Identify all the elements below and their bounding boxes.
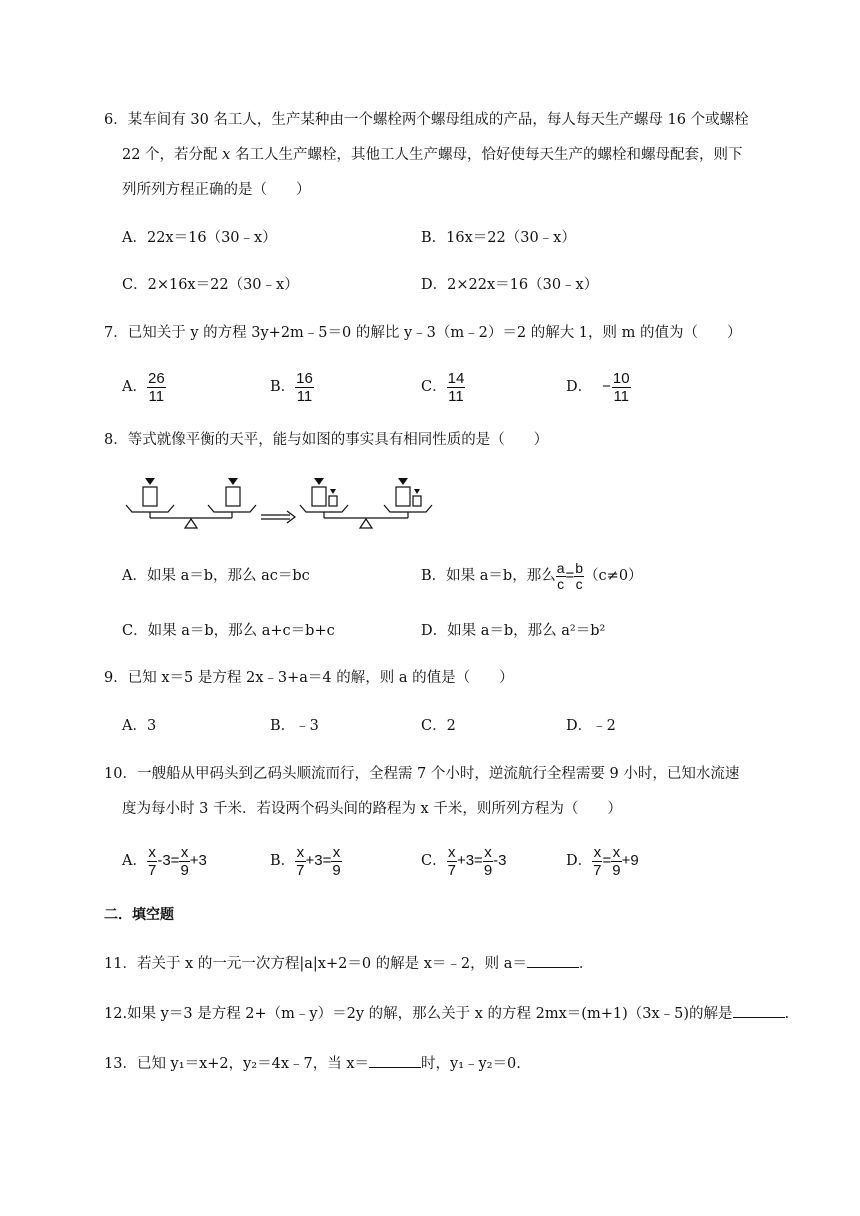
frac-num: x <box>296 843 305 861</box>
q10-line2: 度为每小时 3 千米．若设两个码头间的路程为 x 千米，则所列方程为（ ） <box>122 801 622 817</box>
option-label: B． <box>270 379 296 395</box>
q10-option-a[interactable] <box>122 842 207 880</box>
q6-option-c[interactable] <box>122 275 299 295</box>
option-label: A． <box>122 230 147 246</box>
operator: +3 <box>189 852 207 869</box>
q6-text-line1: 某车间有 30 名工人，生产某种由一个螺栓两个螺母组成的产品，每人每天生产螺母 16 个或螺栓 <box>127 112 749 128</box>
q6-line3: 列所列方程正确的是（ ） <box>122 182 311 198</box>
frac-x-over-7 <box>592 844 602 879</box>
q9-option-c[interactable] <box>421 716 456 736</box>
q8-option-d[interactable] <box>421 621 605 641</box>
q11-text-end: ． <box>578 956 594 972</box>
q12-answer-blank[interactable] <box>733 1003 785 1018</box>
q13-text-end: 时，y₁﹣y₂＝0. <box>421 1056 521 1072</box>
operator: -3= <box>157 852 180 869</box>
frac-den: 11 <box>448 387 464 405</box>
frac-den: c <box>557 575 565 592</box>
option-text: 2×22x＝16（30﹣x） <box>447 277 599 293</box>
implies-arrow <box>261 511 295 523</box>
frac-den: 7 <box>447 861 456 879</box>
fulcrum-1 <box>185 519 197 528</box>
q7-frac-c <box>447 370 466 405</box>
frac-den: c <box>575 575 583 592</box>
minus-sign: − <box>602 378 611 395</box>
frac-num: a <box>556 559 565 576</box>
fulcrum-2 <box>360 519 372 528</box>
option-label: A． <box>122 853 147 869</box>
frac-num: 10 <box>612 369 630 387</box>
frac-num: b <box>575 559 584 576</box>
frac-den: 11 <box>148 387 165 405</box>
q8-stem-line <box>104 430 548 450</box>
option-label: D． <box>421 277 448 293</box>
q8-stem: 等式就像平衡的天平，能与如图的事实具有相同性质的是（ ） <box>127 432 549 448</box>
q10-option-c[interactable] <box>421 842 507 880</box>
frac-den: 7 <box>593 861 602 879</box>
q9-option-b[interactable] <box>270 716 319 736</box>
q10-option-d[interactable] <box>566 842 639 880</box>
q10-number: 10． <box>104 766 137 782</box>
q7-option-d[interactable] <box>566 368 631 406</box>
q7-option-c[interactable] <box>421 368 465 406</box>
operator: -3 <box>493 852 507 869</box>
balance-scale-figure <box>124 472 454 532</box>
q6-option-a[interactable] <box>122 228 277 248</box>
q7-number: 7． <box>104 325 128 341</box>
option-label: B． <box>421 230 447 246</box>
q10-text-line1: 一艘船从甲码头到乙码头顺流而行，全程需 7 个小时，逆流航行全程需要 9 小时，已知水流速 <box>136 766 740 782</box>
option-label: D． <box>566 853 593 869</box>
q10-option-b[interactable] <box>270 842 342 880</box>
q8-option-b[interactable] <box>421 558 643 594</box>
option-text: 如果 a＝b，那么 ac＝bc <box>146 568 310 584</box>
equals-sign: = <box>565 567 575 584</box>
q13-answer-blank[interactable] <box>369 1053 421 1068</box>
q13-text: 已知 y₁＝x+2，y₂＝4x﹣7，当 x＝ <box>136 1056 370 1072</box>
q9-stem: 已知 x＝5 是方程 2x﹣3+a＝4 的解，则 a 的值是（ ） <box>127 670 514 686</box>
option-label: D． <box>421 623 448 639</box>
frac-x-over-9 <box>483 844 493 879</box>
frac-num: x <box>612 843 621 861</box>
q11-text: 若关于 x 的一元一次方程|a|x+2＝0 的解是 x＝﹣2，则 a＝ <box>136 956 527 972</box>
q10-line1 <box>104 764 739 784</box>
frac-num: 26 <box>147 369 165 387</box>
section-title-fill-in: 二．填空题 <box>104 907 174 923</box>
q12-number: 12. <box>104 1006 128 1022</box>
q8-option-c[interactable] <box>122 621 335 641</box>
q9-option-a[interactable] <box>122 716 156 736</box>
option-text: 2×16x＝22（30﹣x） <box>147 277 299 293</box>
option-text: 3 <box>146 718 157 734</box>
frac-den: 11 <box>296 387 313 405</box>
frac-x-over-9 <box>331 844 341 879</box>
q6-text-line2b: 名工人生产螺栓，其他工人生产螺母，恰好使每天生产的螺栓和螺母配套，则下 <box>230 147 743 163</box>
option-label: A． <box>122 568 147 584</box>
option-text: （c≠0） <box>584 568 643 584</box>
frac-den: 7 <box>296 861 305 879</box>
option-label: D． <box>566 718 593 734</box>
q7-option-a[interactable] <box>122 368 166 406</box>
q7-frac-b <box>295 370 314 405</box>
frac-x-over-7 <box>447 844 457 879</box>
q12-line <box>104 1003 789 1024</box>
option-label: C． <box>421 718 447 734</box>
weight-large <box>226 487 240 506</box>
q6-text-line2a: 22 个，若分配 <box>122 147 223 163</box>
q13-line <box>104 1053 521 1074</box>
frac-num: x <box>332 843 341 861</box>
frac-num: x <box>448 843 456 861</box>
q7-stem: 已知关于 y 的方程 3y+2m﹣5＝0 的解比 y﹣3（m﹣2）＝2 的解大 1，则 m 的值为（ ） <box>127 325 742 341</box>
operator: +9 <box>621 852 639 869</box>
frac-x-over-9 <box>179 844 189 879</box>
q6-option-b[interactable] <box>421 228 576 248</box>
option-label: B． <box>270 718 296 734</box>
option-label: C． <box>421 379 447 395</box>
q7-option-b[interactable] <box>270 368 314 406</box>
frac-den: 7 <box>147 861 157 879</box>
option-text: ﹣3 <box>295 718 319 734</box>
q7-stem-line <box>104 323 742 343</box>
q9-option-d[interactable] <box>566 716 616 736</box>
option-label: B． <box>270 853 296 869</box>
frac-den: 9 <box>483 861 493 879</box>
operator: +3= <box>305 852 332 869</box>
option-label: D． <box>566 379 593 395</box>
frac-num: x <box>148 843 156 861</box>
frac-num: 16 <box>296 369 313 387</box>
option-label: A． <box>122 718 147 734</box>
frac-b-over-c <box>574 561 584 592</box>
q11-answer-blank[interactable] <box>527 953 579 968</box>
q13-number: 13． <box>104 1056 137 1072</box>
weight-large <box>143 487 157 506</box>
option-text: 如果 a＝b，那么 a²＝b² <box>447 623 606 639</box>
frac-den: 9 <box>180 861 189 879</box>
q6-number: 6． <box>104 112 128 128</box>
frac-den: 11 <box>613 387 630 405</box>
q12-text-end: . <box>784 1006 790 1022</box>
option-text: 如果 a＝b，那么 <box>446 568 556 584</box>
option-label: C． <box>122 623 148 639</box>
q9-stem-line <box>104 668 514 688</box>
frac-num: x <box>180 843 189 861</box>
q9-number: 9． <box>104 670 128 686</box>
q6-line1 <box>104 110 749 130</box>
frac-num: x <box>593 843 602 861</box>
option-text: ﹣2 <box>592 718 616 734</box>
q11-number: 11． <box>104 956 137 972</box>
frac-a-over-c <box>556 561 566 592</box>
option-label: B． <box>421 568 447 584</box>
frac-x-over-9 <box>611 844 621 879</box>
option-label: C． <box>421 853 447 869</box>
operator: +3= <box>456 852 483 869</box>
q7-frac-d <box>612 370 631 405</box>
option-text: 22x＝16（30﹣x） <box>146 230 277 246</box>
option-label: C． <box>122 277 148 293</box>
q7-frac-a <box>147 370 166 405</box>
q8-option-a[interactable] <box>122 566 310 586</box>
q11-line <box>104 953 593 974</box>
frac-num: x <box>484 843 492 861</box>
q6-var-x: x <box>222 147 231 163</box>
operator: = <box>602 852 612 869</box>
weight-small <box>413 496 421 506</box>
option-text: 2 <box>446 718 456 734</box>
frac-num: 14 <box>447 369 465 387</box>
frac-x-over-7 <box>295 844 305 879</box>
q12-text: 如果 y＝3 是方程 2+（m﹣y）＝2y 的解，那么关于 x 的方程 2mx＝(m+1)（3x﹣5)的解是 <box>127 1006 733 1022</box>
option-text: 如果 a＝b，那么 a+c＝b+c <box>147 623 335 639</box>
frac-x-over-7 <box>147 844 157 879</box>
option-text: 16x＝22（30﹣x） <box>446 230 576 246</box>
q8-number: 8． <box>104 432 128 448</box>
option-label: A． <box>122 379 147 395</box>
q6-line2 <box>122 145 742 165</box>
q6-option-d[interactable] <box>421 275 598 295</box>
frac-den: 9 <box>332 861 341 879</box>
frac-den: 9 <box>612 861 621 879</box>
weight-small <box>329 496 337 506</box>
